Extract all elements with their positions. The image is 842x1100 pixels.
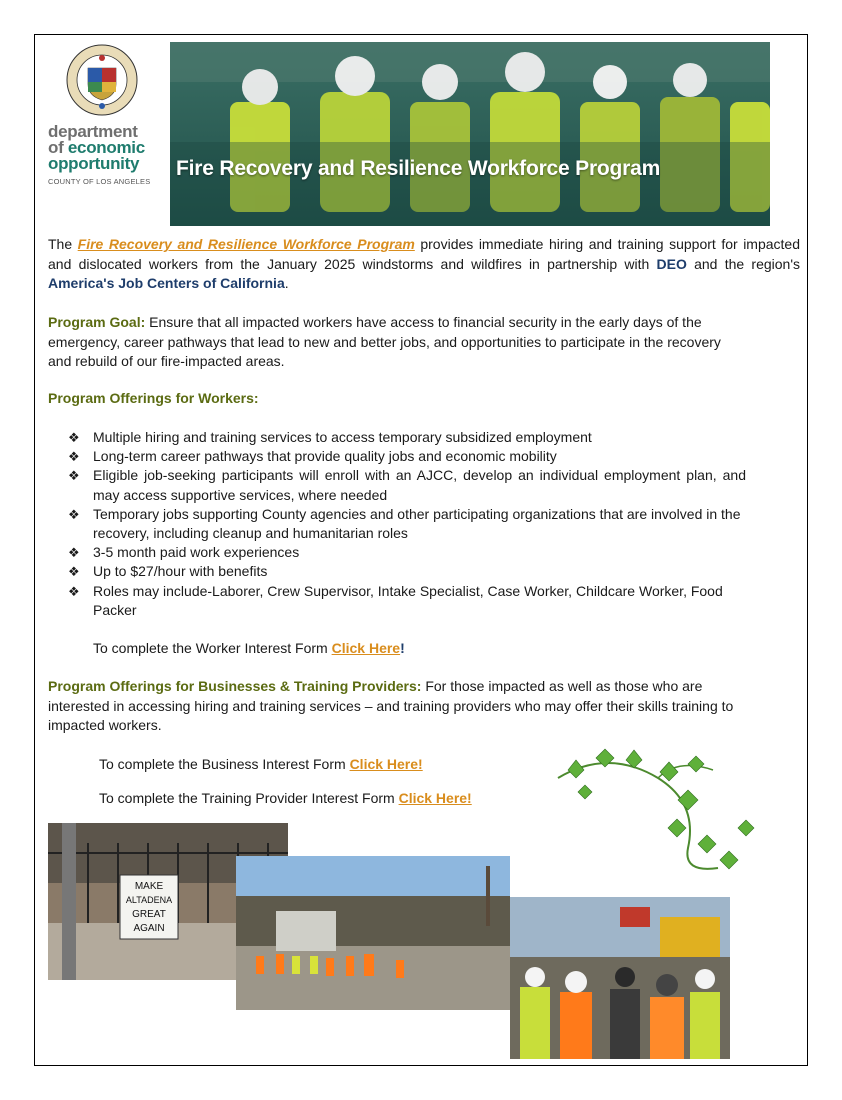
- county-seal: [66, 44, 138, 116]
- diamond-bullet-icon: ❖: [68, 449, 80, 465]
- business-paragraph: [48, 677, 748, 736]
- workers-photo: [170, 42, 770, 226]
- sign-line-4: AGAIN: [133, 923, 165, 934]
- list-item: [66, 505, 746, 543]
- list-item: [66, 582, 746, 620]
- business-label: Program Offerings for Businesses & Training Providers:: [48, 678, 422, 694]
- workers-heading: Program Offerings for Workers:: [48, 390, 259, 406]
- goal-text: Ensure that all impacted workers have access to financial security in the early days of the emergency, career pathways that lead to new and better jobs, and opportunities to participate in the recovery and rebuild of our fire-impacted areas.: [48, 314, 721, 369]
- business-text: For those impacted as well as those who are interested in accessing hiring and training services – and training providers who may offer their skills training to impacted workers.: [48, 678, 734, 733]
- list-item-text: Temporary jobs supporting County agencies and other participating organizations that are involved in the recovery, including cleanup and humanitarian roles: [93, 505, 741, 542]
- vine-decoration: [548, 748, 768, 888]
- sign-line-1: MAKE: [134, 881, 164, 892]
- training-form-line: [99, 790, 472, 806]
- list-item: [66, 428, 746, 447]
- list-item: [66, 447, 746, 466]
- list-item-text: Long-term career pathways that provide quality jobs and economic mobility: [93, 448, 557, 465]
- diamond-bullet-icon: ❖: [68, 545, 80, 561]
- logo-county: COUNTY OF LOS ANGELES: [48, 177, 151, 187]
- worker-form-line: [93, 640, 405, 656]
- intro-middle: provides immediate hiring and training support for impacted and dislocated workers from the January 2025 windstorms and wildfires in partnership with: [48, 236, 801, 272]
- ajcc-text: America's Job Centers of California: [48, 275, 285, 291]
- diamond-bullet-icon: ❖: [68, 583, 80, 599]
- site-visit-photo: [236, 856, 510, 1010]
- list-item: [66, 466, 746, 504]
- deo-logo: [48, 124, 166, 186]
- program-link[interactable]: Fire Recovery and Resilience Workforce Program: [77, 236, 415, 252]
- intro-and: and the region's: [694, 255, 801, 272]
- diamond-bullet-icon: ❖: [68, 564, 80, 580]
- list-item-text: Roles may include-Laborer, Crew Supervisor, Intake Specialist, Case Worker, Childcare Worker, Food Packer: [93, 582, 723, 618]
- deo-text: DEO: [656, 255, 687, 272]
- training-form-link[interactable]: Click Here!: [398, 790, 472, 806]
- logo-line-opportunity: opportunity: [48, 154, 140, 174]
- business-form-line: [99, 756, 423, 772]
- diamond-bullet-icon: ❖: [68, 506, 80, 522]
- intro-paragraph: [48, 235, 800, 294]
- business-form-link[interactable]: Click Here!: [349, 756, 423, 772]
- list-item-text: Eligible job-seeking participants will enroll with an AJCC, develop an individual employment plan, and may access supportive services, where needed: [93, 467, 746, 503]
- business-form-text: To complete the Business Interest Form: [99, 756, 346, 772]
- training-form-text: To complete the Training Provider Interest Form: [99, 790, 395, 806]
- program-goal: [48, 313, 748, 372]
- list-item: [66, 543, 746, 562]
- worker-form-link[interactable]: Click Here: [331, 640, 401, 656]
- diamond-bullet-icon: ❖: [68, 430, 80, 445]
- crew-photo: [510, 897, 730, 1059]
- list-item: [66, 562, 746, 581]
- logo-of: of: [48, 138, 64, 158]
- worker-form-text: To complete the Worker Interest Form: [93, 640, 328, 656]
- worker-form-suffix: !: [400, 640, 405, 656]
- banner-title: Fire Recovery and Resilience Workforce Program: [176, 157, 661, 180]
- goal-label: Program Goal:: [48, 314, 146, 330]
- logo-line-department: department: [48, 122, 138, 141]
- header-banner: [170, 42, 770, 226]
- list-item-text: 3-5 month paid work experiences: [93, 544, 300, 561]
- intro-period: .: [284, 275, 289, 291]
- intro-prefix: The: [48, 236, 73, 252]
- diamond-bullet-icon: ❖: [68, 468, 80, 484]
- workers-list: [66, 428, 746, 620]
- sign-line-2: ALTADENA: [125, 895, 173, 905]
- sign-line-3: GREAT: [132, 909, 166, 920]
- list-item-text: Multiple hiring and training services to access temporary subsidized employment: [93, 429, 592, 445]
- logo-economic: economic: [67, 138, 145, 158]
- list-item-text: Up to $27/hour with benefits: [93, 563, 268, 580]
